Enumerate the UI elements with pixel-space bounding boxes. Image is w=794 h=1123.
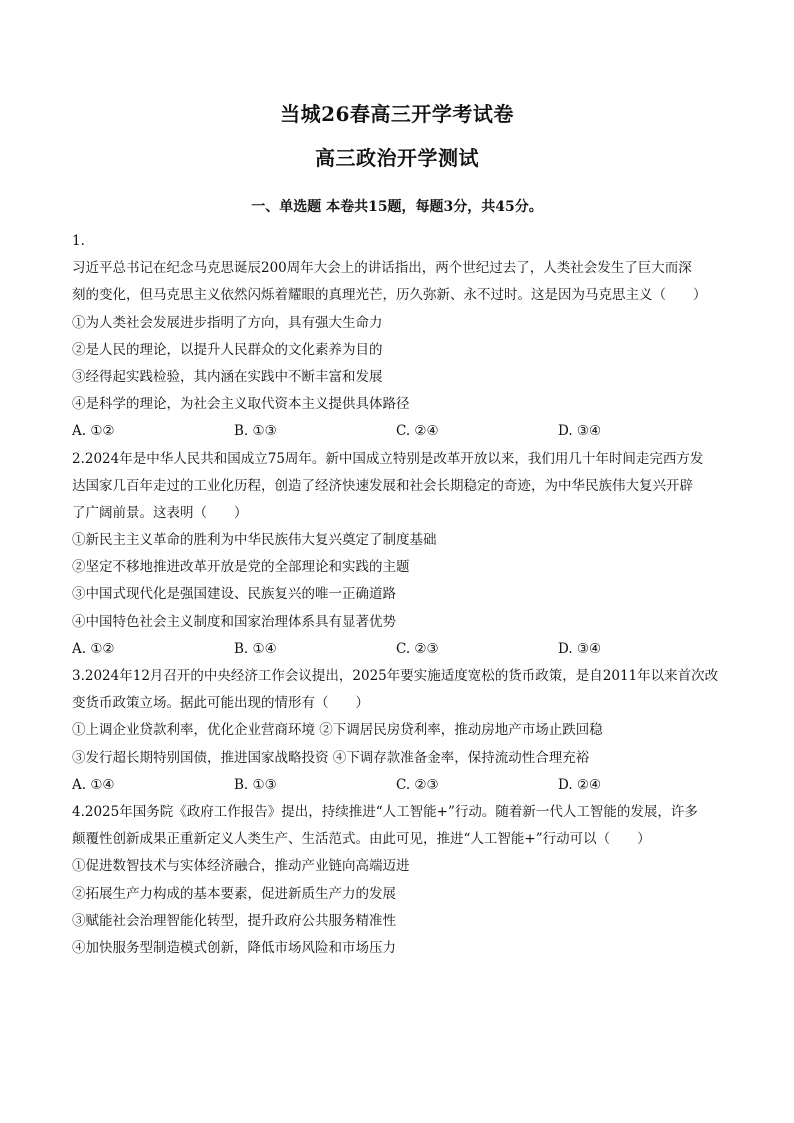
- answer-option: C. ②④: [396, 423, 439, 440]
- question-text-line: ④加快服务型制造模式创新，降低市场风险和市场压力: [72, 939, 396, 956]
- question-item: [72, 799, 722, 962]
- question-text-line: ①新民主主义革命的胜利为中华民族伟大复兴奠定了制度基础: [72, 532, 437, 549]
- question-text-line: ③中国式现代化是强国建设、民族复兴的唯一正确道路: [72, 586, 396, 603]
- question-text-line: ④中国特色社会主义制度和国家治理体系具有显著优势: [72, 613, 396, 630]
- question-item: [72, 663, 722, 799]
- question-text-line: ①为人类社会发展进步指明了方向，具有强大生命力: [72, 314, 383, 331]
- section-heading: 一、单选题 本卷共15题，每题3分，共45分。: [251, 199, 543, 215]
- question-text-line: 了广阔前景。这表明（ ）: [72, 504, 248, 521]
- exam-title: 当城26春高三开学考试卷: [280, 102, 514, 126]
- answer-option: A. ①④: [72, 776, 115, 793]
- question-item: [72, 446, 722, 664]
- question-text-line: 1.: [72, 233, 85, 249]
- question-text-line: ②拓展生产力构成的基本要素，促进新质生产力的发展: [72, 885, 396, 902]
- question-text-line: ③经得起实践检验，其内涵在实践中不断丰富和发展: [72, 368, 383, 385]
- question-text-line: ③发行超长期特别国债，推进国家战略投资 ④下调存款准备金率，保持流动性合理充裕: [72, 749, 590, 766]
- answer-options: [72, 772, 722, 799]
- question-list: [72, 228, 722, 962]
- question-text-line: ①促进数智技术与实体经济融合，推动产业链向高端迈进: [72, 858, 410, 875]
- question-text-line: ①上调企业贷款利率，优化企业营商环境 ②下调居民房贷利率，推动房地产市场止跌回稳: [72, 722, 603, 739]
- question-text-line: 4.2025年国务院《政府工作报告》提出，持续推进“人工智能+”行动。随着新一代人工智能的发展，许多: [72, 803, 698, 820]
- exam-subtitle: 高三政治开学测试: [315, 146, 479, 170]
- answer-option: D. ②④: [558, 776, 602, 793]
- answer-options: [72, 418, 722, 445]
- question-text-line: 变货币政策立场。据此可能出现的情形有（ ）: [72, 695, 369, 712]
- answer-option: A. ①②: [72, 423, 115, 440]
- question-text-line: ②是人民的理论，以提升人民群众的文化素养为目的: [72, 341, 383, 358]
- question-text-line: 达国家几百年走过的工业化历程，创造了经济快速发展和社会长期稳定的奇迹，为中华民族伟大复兴开辟: [72, 477, 693, 494]
- answer-option: C. ②③: [396, 640, 439, 657]
- question-text-line: 刻的变化，但马克思主义依然闪烁着耀眼的真理光芒，历久弥新、永不过时。这是因为马克思主义（ ）: [72, 287, 707, 304]
- answer-option: B. ①③: [234, 776, 277, 793]
- question-text-line: ④是科学的理论，为社会主义取代资本主义提供具体路径: [72, 396, 410, 413]
- question-text-line: ②坚定不移地推进改革开放是党的全部理论和实践的主题: [72, 559, 410, 576]
- question-text-line: ③赋能社会治理智能化转型，提升政府公共服务精准性: [72, 912, 396, 929]
- answer-option: D. ③④: [558, 640, 602, 657]
- answer-option: A. ①②: [72, 640, 115, 657]
- question-item: [72, 228, 722, 446]
- answer-option: C. ②③: [396, 776, 439, 793]
- question-text-line: 2.2024年是中华人民共和国成立75周年。新中国成立特别是改革开放以来，我们用几十年时间走完西方发: [72, 450, 704, 467]
- question-text-line: 习近平总书记在纪念马克思诞辰200周年大会上的讲话指出，两个世纪过去了，人类社会发生了巨大而深: [72, 260, 692, 277]
- answer-option: B. ①③: [234, 423, 277, 440]
- question-text-line: 3.2024年12月召开的中央经济工作会议提出，2025年要实施适度宽松的货币政策，是自2011年以来首次改: [72, 668, 719, 684]
- question-text-line: 颠覆性创新成果正重新定义人类生产、生活范式。由此可见，推进“人工智能+”行动可以（ ）: [72, 831, 651, 848]
- answer-option: B. ①④: [234, 640, 277, 657]
- answer-option: D. ③④: [558, 423, 602, 440]
- answer-options: [72, 636, 722, 663]
